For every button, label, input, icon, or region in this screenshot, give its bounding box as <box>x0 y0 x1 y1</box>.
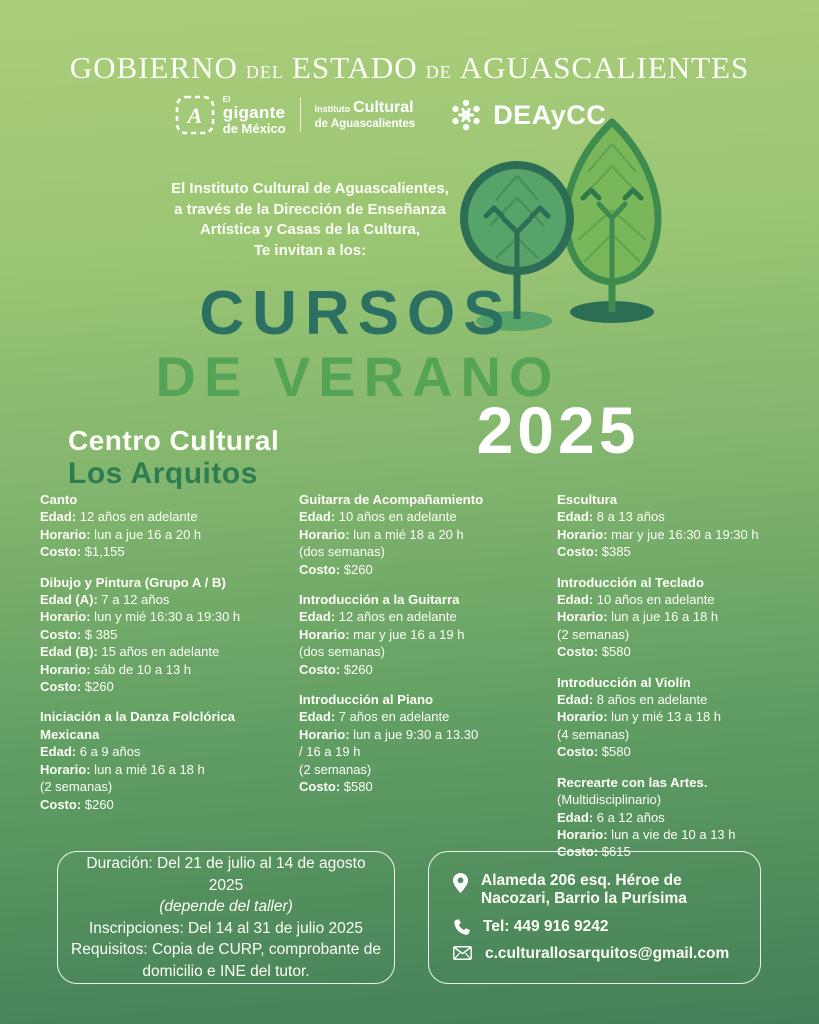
course-title: Introducción al Teclado <box>557 574 705 590</box>
info-line: (depende del taller) <box>159 898 293 915</box>
venue-name <box>68 424 279 490</box>
course-line-value: lun y mié 13 a 18 h <box>607 709 722 725</box>
course-line-label: Costo: <box>40 679 82 695</box>
course-line-label: Costo: <box>557 544 599 560</box>
course-line <box>299 643 551 660</box>
intro-line: El Instituto Cultural de Aguascalientes, <box>171 180 449 197</box>
course-line-value: 8 a 13 años <box>593 509 665 525</box>
course-line-value: $580 <box>340 779 373 795</box>
course-line-value: (dos semanas) <box>299 544 385 560</box>
instituto-label: Instituto <box>314 104 351 115</box>
logo-row <box>0 94 780 136</box>
course-line-label: Costo: <box>557 844 599 860</box>
course-block <box>299 691 551 795</box>
course-line <box>40 796 296 813</box>
course-line-value: 10 años en adelante <box>335 509 457 525</box>
course-line-value: / 16 a 19 h <box>299 744 361 760</box>
course-line-value: $260 <box>81 796 114 812</box>
venue-line-1: Centro Cultural <box>68 425 280 456</box>
venue-line-2: Los Arquitos <box>68 457 258 490</box>
course-line <box>557 791 813 808</box>
course-lines <box>557 691 813 761</box>
header-word: DEL <box>245 62 284 82</box>
course-lines <box>40 508 296 560</box>
course-line-value: (2 semanas) <box>557 626 630 642</box>
course-line <box>40 761 296 778</box>
course-block <box>299 591 551 678</box>
course-line-value: mar y jue 16:30 a 19:30 h <box>607 526 759 542</box>
course-line <box>557 608 813 625</box>
course-line <box>299 708 551 725</box>
course-line-value: (dos semanas) <box>299 644 385 660</box>
course-line <box>557 726 813 743</box>
course-line-value: (Multidisciplinario) <box>557 792 662 808</box>
course-title: Dibujo y Pintura (Grupo A / B) <box>40 574 226 590</box>
intro-text <box>60 179 560 261</box>
course-line <box>299 608 551 625</box>
course-title: Recrearte con las Artes. <box>557 774 708 790</box>
course-line-value: (4 semanas) <box>557 726 630 742</box>
title-year: 2025 <box>476 393 640 467</box>
gigante-el-label: El <box>222 94 231 104</box>
course-line-value: 15 años en adelante <box>97 644 220 660</box>
course-line <box>299 761 551 778</box>
gigante-sub-label: de México <box>222 120 286 136</box>
course-line-label: Costo: <box>557 644 599 660</box>
course-line <box>557 543 813 560</box>
logo-divider <box>300 98 301 132</box>
course-line-value: (2 semanas) <box>299 761 372 777</box>
course-line-value: lun a vie de 10 a 13 h <box>607 826 736 842</box>
intro-line: Te invitan a los: <box>253 241 367 259</box>
phone-icon <box>453 919 470 936</box>
header-word: ESTADO <box>291 50 418 85</box>
course-line <box>557 643 813 660</box>
course-line-value: 7 a 12 años <box>97 592 170 608</box>
course-line-label: Costo: <box>299 779 341 795</box>
course-line-label: Edad: <box>557 809 594 825</box>
course-block <box>557 574 813 661</box>
address-row <box>453 872 760 908</box>
course-line-value: $260 <box>81 679 114 695</box>
course-line <box>299 526 551 543</box>
course-line <box>557 526 813 543</box>
intro-line: a través de la Dirección de Enseñanza <box>174 200 446 218</box>
course-line <box>40 543 296 560</box>
course-line-label: Edad: <box>557 692 594 708</box>
course-line-value: $385 <box>598 544 631 560</box>
info-line: Requisitos: Copia de CURP, comprobante de domicilio e INE del tutor. <box>71 941 381 980</box>
course-line-label: Horario: <box>299 626 350 642</box>
course-line <box>40 678 296 695</box>
svg-text:A: A <box>187 103 203 128</box>
course-block <box>557 774 813 861</box>
course-line-value: lun a jue 16 a 18 h <box>607 609 719 625</box>
course-line <box>40 508 296 525</box>
course-line <box>40 608 296 625</box>
email-text: c.culturallosarquitos@gmail.com <box>485 945 730 963</box>
course-lines <box>40 591 296 695</box>
course-line-label: Horario: <box>40 526 91 542</box>
course-column-1 <box>40 491 296 826</box>
course-line-value: (2 semanas) <box>40 779 113 795</box>
info-line: Duración: Del 21 de julio al 14 de agosto 2025 <box>86 855 366 894</box>
course-line-label: Edad: <box>299 609 336 625</box>
intro-line: Artística y Casas de la Cultura, <box>199 221 421 238</box>
course-line-value: $580 <box>598 744 631 760</box>
course-line <box>40 778 296 795</box>
header-word: DE <box>425 62 452 82</box>
course-line-value: sáb de 10 a 13 h <box>90 661 192 677</box>
course-line-label: Edad (A): <box>40 592 98 608</box>
course-line-value: 6 a 12 años <box>593 809 665 825</box>
address-line-1: Alameda 206 esq. Héroe de <box>481 871 682 889</box>
course-line <box>557 826 813 843</box>
instituto-sub-label: de Aguascalientes <box>314 117 416 130</box>
course-line <box>40 661 296 678</box>
instituto-cultural-logo <box>315 100 416 130</box>
course-column-3 <box>557 491 813 874</box>
course-line-label: Edad: <box>299 709 336 725</box>
course-line-label: Horario: <box>299 726 350 742</box>
course-block <box>40 574 296 696</box>
enrollment-info-box <box>57 851 395 984</box>
course-line-label: Edad: <box>40 509 77 525</box>
course-line-value: $ 385 <box>81 626 118 642</box>
course-lines <box>40 743 296 813</box>
deaycc-logo <box>447 96 606 134</box>
course-line-value: 10 años en adelante <box>593 592 715 608</box>
header-word: GOBIERNO <box>69 50 238 85</box>
course-line <box>40 526 296 543</box>
course-line-value: lun a mié 16 a 18 h <box>90 761 205 777</box>
course-line-value: $260 <box>340 561 373 577</box>
deaycc-label: DEAyCC <box>493 99 607 130</box>
course-line <box>557 591 813 608</box>
course-title: Introducción al Piano <box>299 692 434 708</box>
address-text <box>481 872 687 908</box>
course-line-label: Horario: <box>557 826 608 842</box>
course-lines <box>299 508 551 578</box>
course-line-label: Horario: <box>557 526 608 542</box>
course-line-value: 12 años en adelante <box>76 509 198 525</box>
cultural-label: Cultural <box>353 99 414 117</box>
course-line-label: Costo: <box>40 626 82 642</box>
course-line-value: lun a jue 16 a 20 h <box>90 526 202 542</box>
course-line-label: Horario: <box>557 709 608 725</box>
course-line-label: Costo: <box>299 561 341 577</box>
course-line-value: lun y mié 16:30 a 19:30 h <box>90 609 241 625</box>
course-line <box>557 743 813 760</box>
course-line <box>557 508 813 525</box>
title-cursos: CURSOS <box>199 279 513 348</box>
course-title: Guitarra de Acompañamiento <box>299 492 484 507</box>
course-line <box>299 561 551 578</box>
course-line-value: $1,155 <box>81 544 125 560</box>
course-line <box>40 591 296 608</box>
course-lines <box>299 608 551 678</box>
course-line <box>557 691 813 708</box>
phone-row <box>453 918 760 936</box>
course-line-label: Horario: <box>40 609 91 625</box>
course-column-2 <box>299 491 551 809</box>
gigante-de-mexico-logo <box>174 94 286 136</box>
course-line-value: 7 años en adelante <box>335 709 450 725</box>
location-pin-icon <box>453 873 468 893</box>
course-block <box>40 708 296 812</box>
course-lines <box>557 508 813 560</box>
course-line-label: Costo: <box>40 544 82 560</box>
email-row <box>453 945 760 963</box>
course-line <box>299 661 551 678</box>
course-line-value: 12 años en adelante <box>335 609 457 625</box>
course-line <box>299 626 551 643</box>
course-title: Canto <box>40 492 78 507</box>
course-line-value: mar y jue 16 a 19 h <box>349 626 465 642</box>
envelope-icon <box>453 946 472 960</box>
course-line-value: lun a mié 18 a 20 h <box>349 526 464 542</box>
course-line-value: 6 a 9 años <box>76 744 141 760</box>
course-line-label: Horario: <box>299 526 350 542</box>
gigante-a-icon <box>174 94 216 136</box>
contact-box <box>428 851 761 984</box>
course-line-label: Horario: <box>40 761 91 777</box>
course-line-value: $580 <box>598 644 631 660</box>
course-line <box>299 778 551 795</box>
address-line-2: Nacozari, Barrio la Purísima <box>481 889 687 907</box>
course-block <box>557 674 813 761</box>
course-line <box>299 743 551 760</box>
phone-text: Tel: 449 916 9242 <box>483 917 609 935</box>
course-line <box>557 626 813 643</box>
course-line <box>299 726 551 743</box>
course-title: Introducción al Violín <box>557 674 691 690</box>
course-block <box>40 491 296 561</box>
info-line: Inscripciones: Del 14 al 31 de julio 2025 <box>88 919 363 937</box>
course-title: Iniciación a la Danza Folclórica Mexicana <box>40 709 235 742</box>
gigante-name-label: gigante <box>222 102 286 122</box>
course-block <box>557 491 813 561</box>
course-line-label: Edad: <box>557 592 594 608</box>
course-line <box>557 809 813 826</box>
course-line-label: Costo: <box>299 661 341 677</box>
course-line-label: Edad: <box>557 509 594 525</box>
course-title: Escultura <box>557 492 618 507</box>
course-line-label: Costo: <box>40 796 82 812</box>
course-line-value: $260 <box>340 661 373 677</box>
course-line <box>557 708 813 725</box>
header-word: AGUASCALIENTES <box>459 50 750 85</box>
course-line-value: lun a jue 9:30 a 13.30 <box>349 726 479 742</box>
course-line-label: Edad (B): <box>40 644 98 660</box>
course-line-label: Edad: <box>40 744 77 760</box>
course-lines <box>299 708 551 795</box>
course-line <box>40 743 296 760</box>
course-line-label: Edad: <box>299 509 336 525</box>
course-line-label: Horario: <box>557 609 608 625</box>
course-line-label: Horario: <box>40 661 91 677</box>
course-lines <box>557 591 813 661</box>
course-line <box>40 626 296 643</box>
course-line-label: Costo: <box>557 744 599 760</box>
course-title: Introducción a la Guitarra <box>299 592 460 608</box>
government-header <box>0 50 819 86</box>
course-line <box>299 508 551 525</box>
course-line <box>299 543 551 560</box>
course-line-value: 8 años en adelante <box>593 692 708 708</box>
course-line <box>40 643 296 660</box>
course-line-value: $615 <box>598 844 631 860</box>
title-de-verano: DE VERANO <box>155 345 561 408</box>
course-block <box>299 491 551 578</box>
deaycc-rosette-icon <box>447 96 485 134</box>
